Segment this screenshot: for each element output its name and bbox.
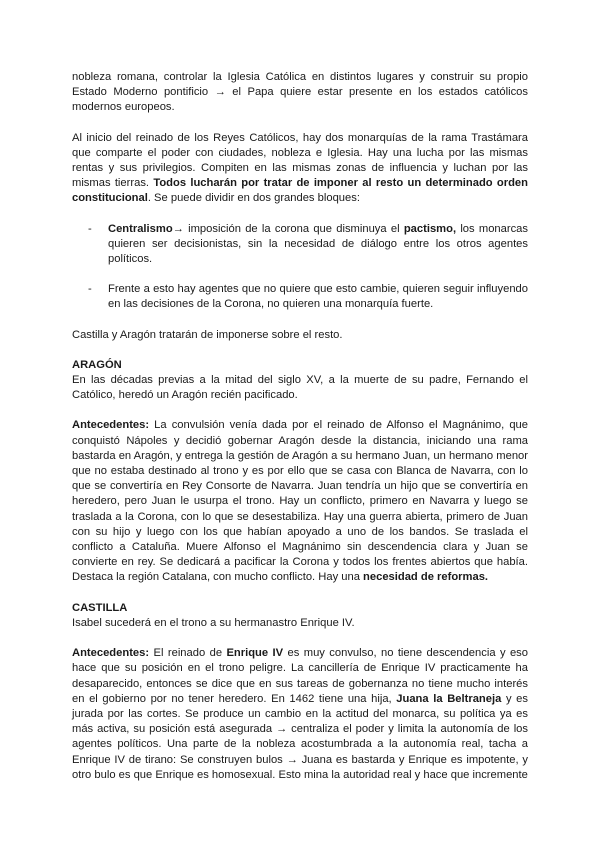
castilla-text-1: El reinado de xyxy=(149,647,227,660)
castilla-text-3: y es jurada por las cortes. Se produce un cambio en la actitud del monarca, su política ya es más activa, su posición está asegurada → centraliza el poder y limita la autonomía de los agentes políticos. Una parte de la nobleza acostumbrada a la autonomía real, tacha a Enrique IV de tirano: Se construyen bulos → Juana es bastarda y Enrique es impotente, y otro bulo es que Enrique es homosexual. Esto mina la autoridad real y hace que incremente xyxy=(72,692,528,781)
paragraph-castilla-antecedentes xyxy=(72,646,528,783)
pactismo-term: pactismo, xyxy=(403,222,457,235)
aragon-antecedentes-text: La convulsión venía dada por el reinado de Alfonso el Magnánimo, que conquistó Nápoles y decidió gobernar Aragón desde la distancia, iniciando una rama bastarda en Aragón, y entrega la gestión de Aragón a su hermano Juan, un hermano menor que no estaba destinado al trono y es por ello que se casa con Blanca de Navarra, con lo que se convertiría en Rey Consorte de Navarra. Juan tendría un hijo que se convertiría en heredero, pero Juan le usurpa el trono. Hay un conflicto, primero en Navarra y luego se traslada a la Corona, con lo que se desestabiliza. Hay una guerra abierta, primero de Juan con su hijo y luego con los que habían apoyado a uno de los bandos. Se traslada el conflicto a Cataluña. Muere Alfonso el Magnánimo sin descendencia clara y Juan se convierte en rey. Se dedicará a pacificar la Corona y todos los frentes abiertos que había. Destaca la región Catalana, con mucho conflicto. Hay una xyxy=(72,419,528,584)
paragraph-intro-text: nobleza romana, controlar la Iglesia Católica en distintos lugares y construir su propio Estado Moderno pontificio → el Papa quiere estar presente en los estados católicos modernos europeos. xyxy=(72,71,528,114)
castilla-intro-text: Isabel sucederá en el trono a su hermanastro Enrique IV. xyxy=(72,616,355,629)
centralismo-term: Centralismo xyxy=(108,222,173,235)
bloques-list xyxy=(72,222,528,313)
castilla-aragon-text: Castilla y Aragón tratarán de imponerse sobre el resto. xyxy=(72,328,343,341)
aragon-antecedentes-label: Antecedentes: xyxy=(72,419,150,432)
enrique-iv-term: Enrique IV xyxy=(226,647,284,660)
castilla-antecedentes-label: Antecedentes: xyxy=(72,647,150,660)
paragraph-aragon-antecedentes xyxy=(72,418,528,585)
paragraph-castilla-aragon xyxy=(72,328,528,343)
paragraph-aragon-intro xyxy=(72,373,528,403)
aragon-antecedentes-bold: necesidad de reformas. xyxy=(363,571,489,584)
frente-text: Frente a esto hay agentes que no quiere que esto cambie, quieren seguir influyendo en las decisiones de la Corona, no quieren una monarquía fuerte. xyxy=(108,283,528,311)
paragraph-reyes-text: Al inicio del reinado de los Reyes Católicos, hay dos monarquías de la rama Trastámara que comparte el poder con ciudades, nobleza e Iglesia. Hay una lucha por las mismas rentas y sus privilegios. Compiten en las mismas zonas de influencia y luchan por las mismas tierras. xyxy=(72,131,528,190)
juana-beltraneja-term: Juana la Beltraneja xyxy=(396,692,502,705)
dash-bullet: - xyxy=(88,222,92,235)
paragraph-castilla-intro xyxy=(72,616,528,631)
paragraph-intro xyxy=(72,70,528,116)
paragraph-reyes-end: . Se puede dividir en dos grandes bloques: xyxy=(147,192,360,205)
centralismo-text: → imposición de la corona que disminuya el xyxy=(172,222,404,235)
paragraph-reyes-catolicos xyxy=(72,131,528,207)
heading-aragon: ARAGÓN xyxy=(72,358,122,371)
list-item-centralismo xyxy=(72,222,528,268)
centralismo-text-end: los monarcas quieren ser decisionistas, sin la necesidad de diálogo entre los otros agentes políticos. xyxy=(108,222,528,266)
castilla-text-2: es muy convulso, no tiene descendencia y eso hace que su posición en el trono peligre. La cancillería de Enrique IV practicamente ha desaparecido, entonces se dice que en sus tareas de gobernanza no tiene mucho interés en el gobierno por no tener heredero. En 1462 tiene una hija, xyxy=(72,647,528,705)
aragon-intro-text: En las décadas previas a la mitad del siglo XV, a la muerte de su padre, Fernando el Católico, heredó un Aragón recién pacificado. xyxy=(72,374,528,402)
dash-bullet: - xyxy=(88,283,92,296)
list-item-frente xyxy=(72,282,528,312)
heading-castilla: CASTILLA xyxy=(72,601,128,614)
paragraph-reyes-bold: Todos lucharán por tratar de imponer al resto un determinado orden constitucional xyxy=(72,177,528,205)
